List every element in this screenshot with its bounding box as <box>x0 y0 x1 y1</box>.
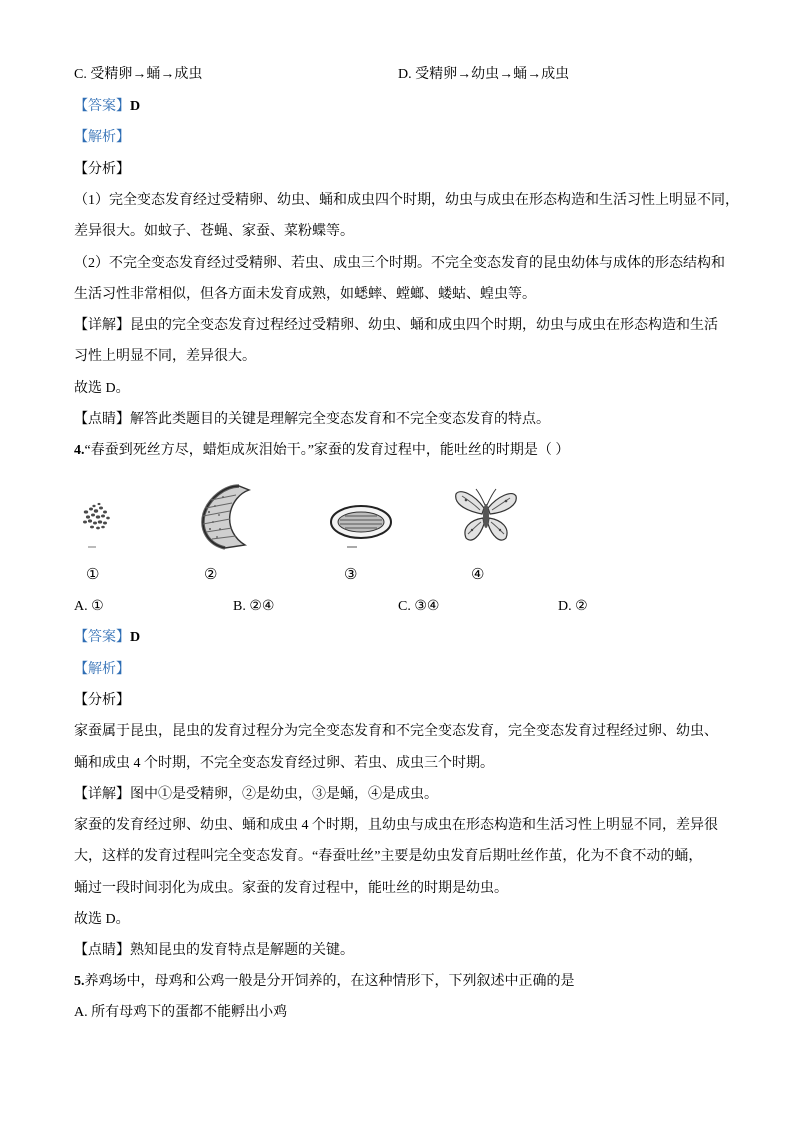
q4-detail-line: 大，这样的发育过程叫完全变态发育。“春蚕吐丝”主要是幼虫发育后期吐丝作茧，化为不食不动的蛹， <box>74 849 703 864</box>
q3-detail-line <box>74 316 718 336</box>
q4-answer-line <box>74 628 140 648</box>
key-point-text: 解答此类题目的关键是理解完全变态发育和不完全变态发育的特点。 <box>130 412 550 427</box>
q3-detail-line: 习性上明显不同，差异很大。 <box>74 349 256 364</box>
q5-stem <box>74 972 575 992</box>
q4-detail-line: 家蚕的发育经过卵、幼虫、蛹和成虫 4 个时期，且幼虫与成虫在形态构造和生活习性上明显不同，差异很 <box>74 818 718 833</box>
q5-number: 5. <box>74 974 85 989</box>
q3-analysis-tag: 【分析】 <box>74 162 130 177</box>
q4-number: 4. <box>74 443 85 458</box>
q3-option-c[interactable]: C. 受精卵→蛹→成虫 <box>74 67 203 82</box>
key-point-text: 熟知昆虫的发育特点是解题的关键。 <box>130 943 354 958</box>
detail-tag: 【详解】 <box>74 318 130 333</box>
q3-explanation-tag: 【解析】 <box>74 130 130 145</box>
q3-conclusion: 故选 D。 <box>74 381 130 396</box>
key-point-tag: 【点睛】 <box>74 943 130 958</box>
answer-value: D <box>130 99 141 114</box>
q4-key-point <box>74 941 354 961</box>
q4-stem <box>74 441 569 461</box>
figure-label-4: ④ <box>471 567 485 583</box>
q4-analysis-line: 蛹和成虫 4 个时期，不完全变态发育经过卵、若虫、成虫三个时期。 <box>74 756 494 771</box>
answer-tag: 【答案】 <box>74 630 130 645</box>
silkworm-pupa-icon <box>328 503 394 551</box>
q3-analysis-line: 差异很大。如蚊子、苍蝇、家蚕、菜粉蝶等。 <box>74 224 354 239</box>
detail-text: 昆虫的完全变态发育过程经过受精卵、幼虫、蛹和成虫四个时期，幼虫与成虫在形态构造和生活 <box>130 318 718 333</box>
q4-detail-line: 蛹过一段时间羽化为成虫。家蚕的发育过程中，能吐丝的时期是幼虫。 <box>74 881 508 896</box>
q3-analysis-line: （2）不完全变态发育经过受精卵、若虫、成虫三个时期。不完全变态发育的昆虫幼体与成体的形态结构和 <box>74 256 725 271</box>
q5-stem-text: 养鸡场中，母鸡和公鸡一般是分开饲养的，在这种情形下，下列叙述中正确的是 <box>84 974 575 989</box>
silkworm-moth-icon <box>452 484 520 548</box>
q4-stem-text: “春蚕到死丝方尽，蜡炬成灰泪始干。”家蚕的发育过程中，能吐丝的时期是（ ） <box>84 443 570 458</box>
q3-analysis-line: （1）完全变态发育经过受精卵、幼虫、蛹和成虫四个时期，幼虫与成虫在形态构造和生活习性上明显不同， <box>74 193 739 208</box>
silkworm-eggs-icon <box>76 500 116 552</box>
figure-label-2: ② <box>204 567 218 583</box>
figure-label-3: ③ <box>344 567 358 583</box>
q4-option-b[interactable]: B. ②④ <box>233 599 275 614</box>
answer-tag: 【答案】 <box>74 99 130 114</box>
q4-explanation-tag: 【解析】 <box>74 662 130 677</box>
q4-analysis-line: 家蚕属于昆虫，昆虫的发育过程分为完全变态发育和不完全变态发育，完全变态发育过程经过卵、幼虫、 <box>74 724 718 739</box>
q3-key-point <box>74 410 550 430</box>
q5-option-a[interactable]: A. 所有母鸡下的蛋都不能孵出小鸡 <box>74 1005 288 1020</box>
q3-answer-line <box>74 97 140 117</box>
figure-label-1: ① <box>86 567 100 583</box>
q4-conclusion: 故选 D。 <box>74 912 130 927</box>
answer-value: D <box>130 630 141 645</box>
q4-option-d[interactable]: D. ② <box>558 599 588 614</box>
key-point-tag: 【点睛】 <box>74 412 130 427</box>
detail-tag: 【详解】 <box>74 787 130 802</box>
q4-detail-line <box>74 785 438 805</box>
q4-option-a[interactable]: A. ① <box>74 599 104 614</box>
q4-option-c[interactable]: C. ③④ <box>398 599 440 614</box>
q4-analysis-tag: 【分析】 <box>74 693 130 708</box>
q3-analysis-line: 生活习性非常相似，但各方面未发育成熟，如蟋蟀、螳螂、蝼蛄、蝗虫等。 <box>74 287 536 302</box>
silkworm-larva-icon <box>195 482 257 550</box>
q3-option-d[interactable]: D. 受精卵→幼虫→蛹→成虫 <box>398 67 570 82</box>
detail-text: 图中①是受精卵，②是幼虫，③是蛹，④是成虫。 <box>130 787 438 802</box>
